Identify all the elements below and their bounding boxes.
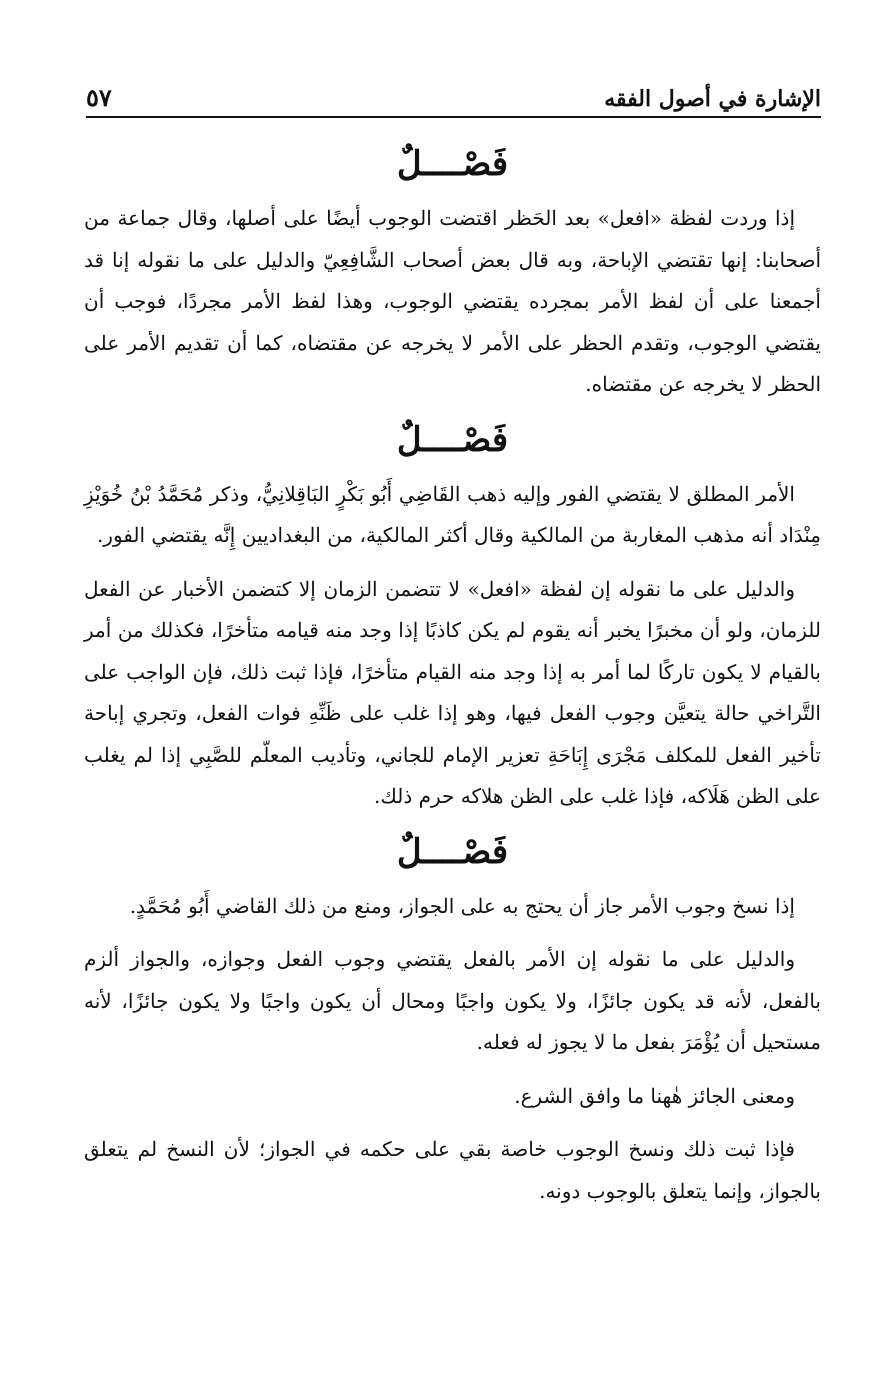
section-heading: فَصْــــلٌ — [396, 419, 509, 460]
paragraph: إذا وردت لفظة «افعل» بعد الحَظر اقتضت الوجوب أيضًا على أصلها، وقال جماعة من أصحابنا: إنها تقتضي الإباحة، وبه قال بعض أصحاب الشَّافِعِيّ والدليل على ما نقوله إنا قد أجمعنا على أن لفظ الأمر بمجرده يقتضي الوجوب، وهذا لفظ الأمر مجردًا، فوجب أن يقتضي الوجوب، وتقدم الحظر على الأمر لا يخرجه عن مقتضاه، كما أن تقديم الأمر على الحظر لا يخرجه عن مقتضاه. — [84, 206, 821, 396]
paragraph: والدليل على ما نقوله إن لفظة «افعل» لا تتضمن الزمان إلا كتضمن الأخبار عن الفعل للزمان، ولو أن مخبرًا يخبر أنه يقوم لم يكن كاذبًا إذا وجد منه قيامه متأخرًا، فكذلك من أمر بالقيام لا يكون تاركًا لما أمر به إذا وجد منه القيام متأخرًا، فإذا ثبت ذلك، فإن الواجب على التَّراخي حالة يتعيَّن وجوب الفعل فيها، وهو إذا غلب على ظَنِّهِ فوات الفعل، وتجري إباحة تأخير الفعل للمكلف مَجْرَى إِبَاحَةِ تعزير الإمام للجاني، وتأديب المعلّم للصَّبِي إذا لم يغلب على الظن هَلَاكه، فإذا غلب على الظن هلاكه حرم ذلك. — [84, 576, 821, 808]
running-title: الإشارة في أصول الفقه — [604, 86, 821, 112]
page-number: ٥٧ — [86, 83, 112, 112]
paragraph: الأمر المطلق لا يقتضي الفور وإليه ذهب القَاضِي أَبُو بَكْرٍ البَاقِلانِيُّ، وذكر مُحَمَّدُ بْنُ خُوَيْزِ مِنْدَاد أنه مذهب المغاربة من المالكية وقال أكثر المالكية، من البغداديين إِنَّه يقتضي الفور. — [84, 481, 821, 547]
page-header — [86, 62, 821, 118]
paragraph: ومعنى الجائز هٰهنا ما وافق الشرع. — [514, 1083, 795, 1108]
paragraph: فإذا ثبت ذلك ونسخ الوجوب خاصة بقي على حكمه في الجواز؛ لأن النسخ لم يتعلق بالجواز، وإنما يتعلق بالوجوب دونه. — [84, 1137, 821, 1203]
section-heading: فَصْــــلٌ — [396, 144, 509, 184]
section-heading: فَصْــــلٌ — [396, 831, 509, 872]
page-body — [84, 130, 821, 1212]
paragraph: والدليل على ما نقوله إن الأمر بالفعل يقتضي وجوب الفعل وجوازه، والجواز ألزم بالفعل، لأنه قد يكون جائزًا، ولا يكون واجبًا ومحال أن يكون واجبًا ولا يكون جائزًا، لأنه مستحيل أن يُؤْمَرَ بفعل ما لا يجوز له فعله. — [84, 947, 821, 1054]
paragraph: إذا نسخ وجوب الأمر جاز أن يحتج به على الجواز، ومنع من ذلك القاضي أَبُو مُحَمَّدٍ. — [129, 893, 795, 918]
